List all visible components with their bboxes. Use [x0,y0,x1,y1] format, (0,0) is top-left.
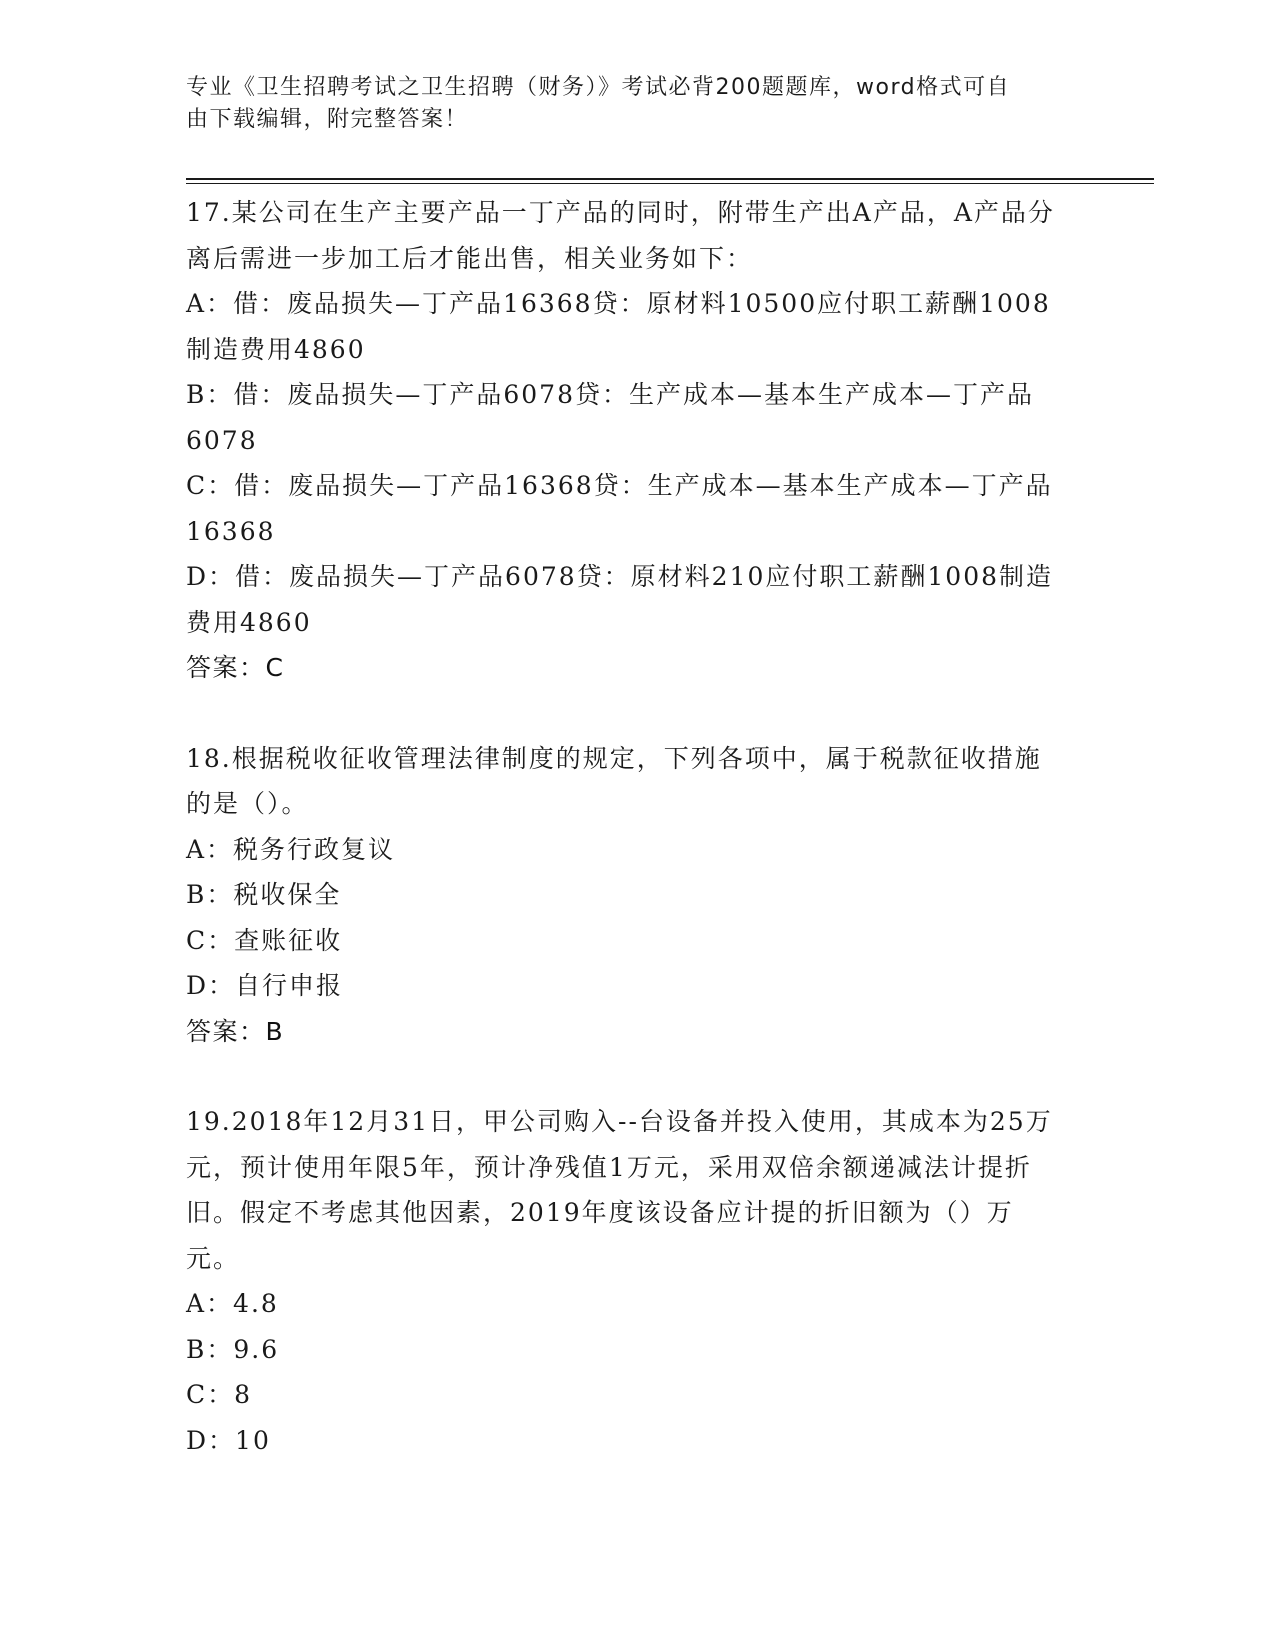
option-c: C：借：废品损失—丁产品16368贷：生产成本—基本生产成本—丁产品16368 [186,471,1053,546]
option-c: C：查账征收 [186,925,343,955]
header-divider-thin [186,183,1154,184]
option-a: A：税务行政复议 [186,834,396,864]
header-divider-thick [186,178,1154,180]
option-b: B：9.6 [186,1334,280,1364]
header-line-1: 专业《卫生招聘考试之卫生招聘（财务）》考试必背200题题库，word格式可自 [186,75,1011,100]
option-a: A：借：废品损失—丁产品16368贷：原材料10500应付职工薪酬1008制造费用4860 [186,289,1051,364]
answer-label: 答案：C [186,653,285,682]
question-17 [186,190,1066,691]
answer-label: 答案：B [186,1016,285,1046]
question-list [186,190,1066,1463]
question-text: 19.2018年12月31日，甲公司购入--台设备并投入使用，其成本为25万元，预计使用年限5年，预计净残值1万元，采用双倍余额递减法计提折旧。假定不考虑其他因素，2019年度该设备应计提的折旧额为（）万元。 [186,1107,1053,1273]
option-b: B：税收保全 [186,880,342,909]
option-d: D：10 [186,1425,271,1455]
header-line-2: 由下载编辑，附完整答案！ [186,107,469,132]
question-text: 18.根据税收征收管理法律制度的规定，下列各项中，属于税款征收措施的是（）。 [186,743,1042,818]
option-c: C：8 [186,1380,253,1409]
option-b: B：借：废品损失—丁产品6078贷：生产成本—基本生产成本—丁产品6078 [186,380,1034,455]
document-header [186,72,1066,136]
option-d: D：自行申报 [186,971,344,1000]
option-a: A：4.8 [186,1289,279,1318]
question-text: 17.某公司在生产主要产品一丁产品的同时，附带生产出A产品，A产品分离后需进一步加工后才能出售，相关业务如下： [186,198,1055,273]
question-19 [186,1099,1066,1463]
option-d: D：借：废品损失—丁产品6078贷：原材料210应付职工薪酬1008制造费用4860 [186,562,1054,637]
question-18 [186,736,1066,1055]
